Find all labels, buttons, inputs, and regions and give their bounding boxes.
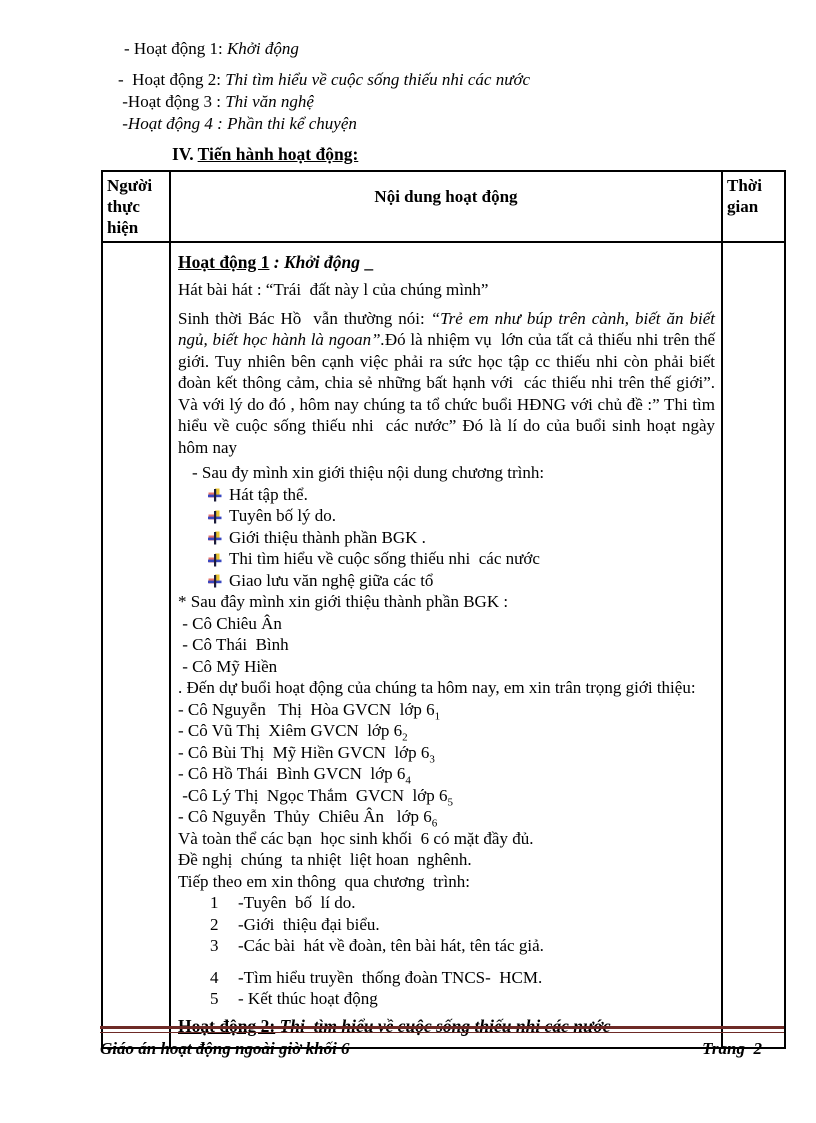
activity2-title: Thi tìm hiểu về cuộc sống thiếu nhi các nước — [275, 1015, 611, 1036]
activity-table — [101, 170, 786, 1049]
guest-class-subscript: 3 — [429, 752, 435, 765]
program-item-label: Thi tìm hiểu về cuộc sống thiếu nhi các nước — [229, 549, 540, 568]
activity-3-title: Thi văn nghệ — [225, 92, 314, 111]
list-item — [208, 484, 715, 506]
guests-intro-line: . Đến dự buổi hoạt động của chúng ta hôm nay, em xin trân trọng giới thiệu: — [178, 678, 696, 697]
section-title: Tiến hành hoạt động: — [197, 144, 359, 164]
table-header-row — [102, 171, 785, 242]
guest-name: - Cô Nguyễn Thủy Chiêu Ân lớp 6 — [178, 807, 432, 826]
item-text: -Giới thiệu đại biểu. — [238, 914, 380, 934]
guest-class-subscript: 4 — [405, 774, 411, 787]
guest-name: - Cô Nguyễn Thị Hòa GVCN lớp 6 — [178, 699, 435, 719]
list-item — [210, 892, 715, 914]
guest-class-subscript: 5 — [447, 795, 453, 808]
header-time-label: Thời gian — [727, 176, 762, 216]
header-person-label: Người thực hiện — [107, 176, 153, 237]
activity1-sep: : — [269, 252, 284, 272]
picture-bullet-icon — [208, 553, 222, 567]
list-item — [208, 570, 715, 592]
guest-name: - Cô Hồ Thái Bình GVCN lớp 6 — [178, 764, 406, 783]
list-item — [208, 505, 715, 527]
paragraph-quote: “Trẻ em như búp trên cành, biết ăn biết ngủ, biết học hành là ngoan”. — [178, 308, 720, 349]
bgk-member-line: - Cô Thái Bình — [178, 635, 289, 654]
program-item-label: Hát tập thể. — [229, 484, 308, 504]
list-item — [210, 988, 715, 1010]
guest-line — [178, 763, 715, 785]
header-content-label: Nội dung hoạt động — [374, 187, 518, 206]
item-number: 5 — [210, 989, 219, 1008]
activity1-heading — [178, 251, 715, 274]
guest-class-subscript: 1 — [434, 709, 441, 722]
header-cell-person — [102, 171, 170, 242]
activity-summary-2 — [118, 69, 816, 91]
picture-bullet-icon — [208, 531, 222, 545]
activity-summary-list — [118, 0, 816, 135]
list-item — [210, 967, 715, 989]
item-number: 4 — [210, 967, 219, 987]
activity-1-prefix: - Hoạt động 1: — [124, 39, 227, 58]
guest-line — [178, 699, 715, 721]
closing-line: Tiếp theo em xin thông qua chương trình: — [178, 871, 470, 891]
footer-page-number: Trang 2 — [702, 1039, 762, 1058]
activity-summary-3 — [118, 91, 816, 113]
item-number: 2 — [210, 914, 219, 934]
guest-class-subscript: 2 — [402, 731, 408, 744]
activity-4-prefix: -Hoạt động 4 : — [118, 114, 228, 133]
body-cell-time — [722, 242, 785, 1048]
page-footer — [100, 1026, 784, 1059]
program-intro-line: - Sau đy mình xin giới thiệu nội dung chương trình: — [192, 463, 545, 482]
activity-2-title: Thi tìm hiểu về cuộc sống thiếu nhi các nước — [225, 70, 531, 89]
picture-bullet-icon — [208, 510, 222, 524]
activity-summary-1 — [124, 38, 816, 60]
activity-3-prefix: -Hoạt động 3 : — [118, 92, 226, 111]
list-item — [210, 914, 715, 936]
section-numeral: IV. — [172, 144, 198, 164]
activity-2-prefix: - Hoạt động 2: — [118, 70, 226, 89]
program-bullet-list — [208, 484, 715, 592]
list-item — [210, 935, 715, 957]
paragraph-lead: Sinh thời Bác Hồ vẫn thường nói: — [178, 308, 431, 328]
activity1-trail-mark: _ — [360, 252, 374, 272]
guest-line — [178, 806, 715, 828]
activity-content — [171, 243, 724, 1047]
activity-4-title: Phần thi kể chuyện — [227, 114, 357, 133]
song-line: Hát bài hát : “Trái đất này l của chúng mình” — [178, 280, 489, 299]
footer-document-title: Giáo án hoạt động ngoài giờ khối 6 — [100, 1039, 350, 1058]
activity2-label: Hoạt động 2: — [178, 1015, 276, 1036]
header-cell-time — [722, 171, 785, 242]
activity1-label: Hoạt động 1 — [178, 252, 270, 272]
picture-bullet-icon — [208, 488, 222, 502]
intro-paragraph — [178, 308, 724, 459]
list-item — [208, 527, 715, 549]
guest-name: -Cô Lý Thị Ngọc Thắm GVCN lớp 6 — [178, 785, 448, 805]
footer-divider — [100, 1026, 784, 1033]
guest-line — [178, 785, 715, 807]
body-cell-content — [170, 242, 722, 1048]
guest-name: - Cô Vũ Thị Xiêm GVCN lớp 6 — [178, 721, 403, 740]
item-number: 1 — [210, 893, 219, 912]
closing-line: Đề nghị chúng ta nhiệt liệt hoan nghênh. — [178, 850, 472, 869]
picture-bullet-icon — [208, 574, 222, 588]
guest-name: - Cô Bùi Thị Mỹ Hiền GVCN lớp 6 — [178, 742, 430, 762]
activity1-title: Khởi động — [283, 252, 360, 272]
activity-summary-4 — [118, 113, 816, 135]
guest-line — [178, 742, 715, 764]
bgk-intro-line: * Sau đây mình xin giới thiệu thành phần BGK : — [178, 592, 509, 611]
list-item — [208, 548, 715, 570]
item-text: -Tìm hiểu truyền thống đoàn TNCS- HCM. — [238, 967, 543, 987]
item-number: 3 — [210, 936, 219, 955]
activity-1-title: Khởi động — [226, 39, 299, 58]
section-heading — [172, 144, 816, 165]
item-text: - Kết thúc hoạt động — [238, 989, 378, 1008]
program-item-label: Tuyên bố lý do. — [229, 506, 337, 525]
guest-line — [178, 720, 715, 742]
bgk-member-line: - Cô Chiêu Ân — [178, 613, 282, 633]
table-body-row — [102, 242, 785, 1048]
program-item-label: Giao lưu văn nghệ giữa các tổ — [229, 570, 434, 590]
program-numbered-list — [210, 892, 715, 1010]
item-text: -Các bài hát về đoàn, tên bài hát, tên tác giả. — [238, 936, 544, 955]
closing-line: Và toàn thể các bạn học sinh khối 6 có mặt đầy đủ. — [178, 828, 534, 848]
body-cell-person — [102, 242, 170, 1048]
guest-class-subscript: 6 — [431, 817, 438, 830]
item-text: -Tuyên bố lí do. — [238, 893, 356, 912]
header-cell-content — [170, 171, 722, 242]
paragraph-rest: Đó là nhiệm vụ lớn của tất cả thiếu nhi trên thế giới. Tuy nhiên bên cạnh việc phải ra sức học tập cc thiếu nhi còn phải biết đoàn kết thông cảm, chia sẻ những bất hạnh với các thiếu nhi trên thế giới”. Và với lý do đó , hôm nay chúng ta tổ chức buổi HĐNG với chủ đề :” Thi tìm hiểu về cuộc sống thiếu nhi các nước” Đó là lí do của buổi sinh hoạt ngày hôm nay — [178, 330, 724, 457]
bgk-member-line: - Cô Mỹ Hiền — [178, 656, 278, 676]
program-item-label: Giới thiệu thành phần BGK . — [229, 527, 426, 547]
